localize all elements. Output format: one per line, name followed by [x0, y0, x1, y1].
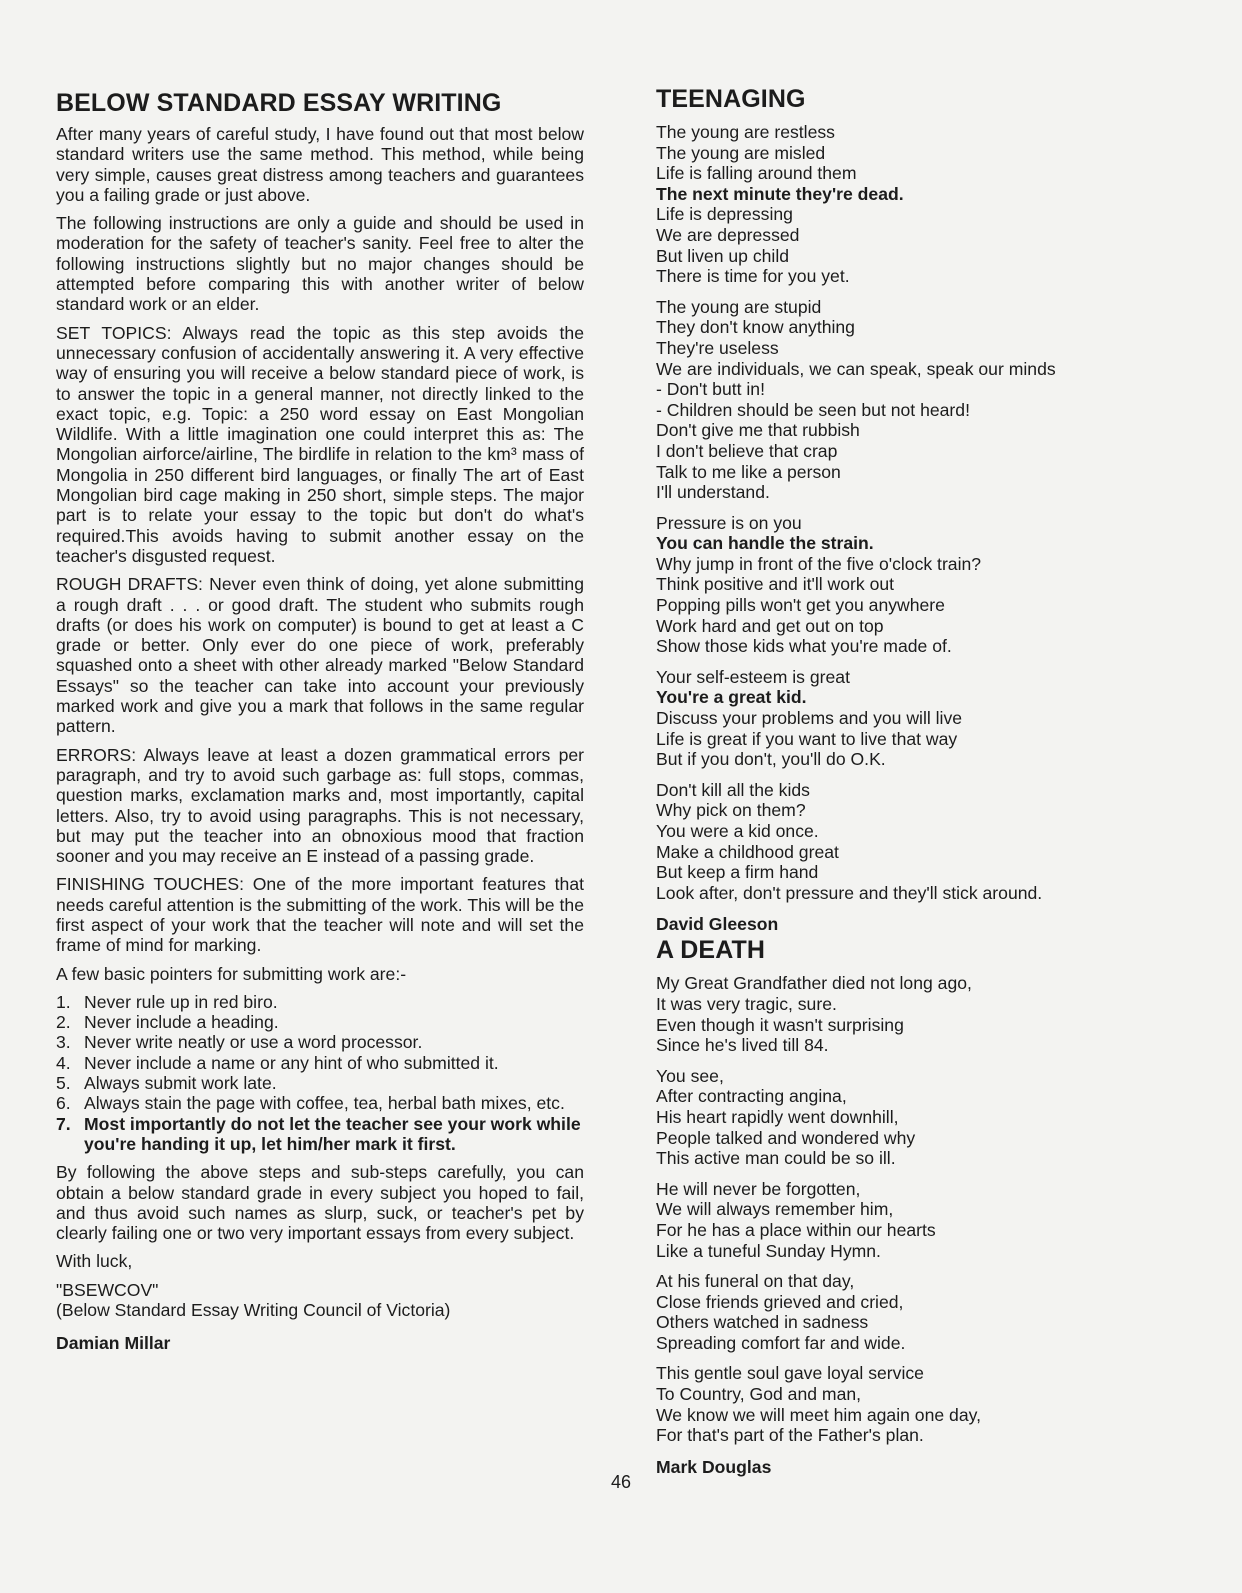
poem-line: Life is great if you want to live that way — [656, 728, 958, 749]
poem-line: They're useless — [656, 337, 779, 358]
pointer-list — [56, 992, 584, 1154]
org-full-name: (Below Standard Essay Writing Council of Victoria) — [56, 1300, 451, 1321]
poem-line: But liven up child — [656, 245, 790, 266]
poem-line: You see, — [656, 1065, 724, 1086]
poem-line: The young are restless — [656, 122, 835, 142]
essay-paragraph: ROUGH DRAFTS: Never even think of doing, yet alone submitting a rough draft . . . or good draft. The student who submits rough drafts (or does his work on computer) is bound to get at least a C grade or better. Only ever do one piece of work, preferably squashed onto a sheet with other already marked "Below Standard Essays" so the teacher can take into account your previously marked work and give you a mark that follows in the same regular pattern. — [56, 574, 584, 737]
poem-stanza — [656, 513, 1204, 657]
poem-line: For that's part of the Father's plan. — [656, 1425, 924, 1446]
essay-paragraph: FINISHING TOUCHES: One of the more important features that needs careful attention is the submitting of the work. This will be the first aspect of your work that the teacher will note and will set the frame of mind for marking. — [56, 874, 584, 956]
poem-line: - Don't butt in! — [656, 379, 765, 400]
list-text: Never include a name or any hint of who submitted it. — [84, 1052, 499, 1073]
essay-paragraph: The following instructions are only a guide and should be used in moderation for the safety of teacher's sanity. Feel free to alter the following instructions slightly but no major changes should be attempted before comparing this with another writer of below standard work or an elder. — [56, 213, 584, 315]
poem-author: Mark Douglas — [656, 1456, 772, 1477]
poem-stanza — [656, 667, 1204, 770]
poem-stanza — [656, 1066, 1204, 1169]
list-text: Most importantly do not let the teacher see your work while you're handing it up, let him/her mark it first. — [84, 1113, 581, 1154]
poem-line: You were a kid once. — [656, 821, 819, 841]
poem-line: The young are misled — [656, 142, 826, 163]
essay-closing: By following the above steps and sub-steps carefully, you can obtain a below standard grade in every subject you hoped to fail, and thus avoid such names as slurp, suck, or teacher's pet by clearly failing one or two very important essays from every subject. — [56, 1162, 584, 1244]
poem-line: Think positive and it'll work out — [656, 574, 895, 595]
list-number: 2. — [56, 1012, 71, 1033]
poem-line: Work hard and get out on top — [656, 615, 884, 636]
poem-line: There is time for you yet. — [656, 266, 850, 287]
poem-line: But keep a firm hand — [656, 862, 819, 883]
poem-line: But if you don't, you'll do O.K. — [656, 749, 886, 770]
poem-line: Make a childhood great — [656, 841, 839, 862]
page-number: 46 — [610, 1472, 632, 1492]
list-number: 5. — [56, 1073, 71, 1094]
poem-line: We will always remember him, — [656, 1199, 894, 1220]
poem-line: Life is falling around them — [656, 163, 857, 184]
poem-line: I'll understand. — [656, 482, 770, 503]
poem-line: Don't kill all the kids — [656, 779, 810, 800]
list-item — [56, 1114, 584, 1155]
list-number: 7. — [56, 1113, 71, 1134]
list-item — [56, 1053, 584, 1073]
essay-column — [56, 88, 584, 1354]
poem-line: Even though it wasn't surprising — [656, 1014, 904, 1035]
poem-line: The next minute they're dead. — [656, 183, 904, 204]
poem-line: I don't believe that crap — [656, 440, 838, 461]
poem-line: Show those kids what you're made of. — [656, 636, 952, 657]
poem-line: For he has a place within our hearts — [656, 1219, 936, 1240]
list-item — [56, 1032, 584, 1052]
poem-line: My Great Grandfather died not long ago, — [656, 973, 972, 994]
list-text: Never rule up in red biro. — [84, 991, 278, 1012]
poem-line: Your self-esteem is great — [656, 666, 850, 687]
poem-stanza — [656, 297, 1204, 503]
list-text: Never write neatly or use a word processor. — [84, 1032, 423, 1053]
list-item — [56, 992, 584, 1012]
poem-author: David Gleeson — [656, 914, 779, 935]
poem-line: Why pick on them? — [656, 800, 806, 821]
list-text: Never include a heading. — [84, 1012, 279, 1033]
list-number: 3. — [56, 1032, 71, 1053]
essay-paragraph: ERRORS: Always leave at least a dozen grammatical errors per paragraph, and try to avoid such garbage as: full stops, commas, question marks, exclamation marks and, most importantly, capital letters. Also, try to avoid using paragraphs. This is not necessary, but may put the teacher into an obnoxious mood that fraction sooner and you may receive an E instead of a passing grade. — [56, 744, 584, 867]
poem-line: Look after, don't pressure and they'll stick around. — [656, 882, 1043, 903]
poem-line: Pressure is on you — [656, 512, 802, 533]
poem-line: The young are stupid — [656, 296, 822, 317]
poem-stanza — [656, 1271, 1204, 1353]
poem-line: Why jump in front of the five o'clock train? — [656, 553, 982, 574]
essay-title: BELOW STANDARD ESSAY WRITING — [56, 89, 502, 117]
poem-stanza — [656, 1363, 1204, 1445]
poem-line: This active man could be so ill. — [656, 1148, 896, 1169]
list-text: Always submit work late. — [84, 1073, 277, 1094]
poem-line: He will never be forgotten, — [656, 1178, 861, 1199]
poem-line: You can handle the strain. — [656, 533, 874, 554]
poem-title: TEENAGING — [656, 85, 806, 113]
poem-line: Discuss your problems and you will live — [656, 708, 963, 729]
essay-paragraph: SET TOPICS: Always read the topic as this step avoids the unnecessary confusion of accidentally answering it. A very effective way of ensuring you will receive a below standard piece of work, is to answer the topic in a general manner, not directly linked to the exact topic, e.g. Topic: a 250 word essay on East Mongolian Wildlife. With a little imagination one could interpret this as: The Mongolian airforce/airline, The birdlife in relation to the km³ mass of Mongolia in 250 different bird languages, or finally The art of East Mongolian bird cage making in 250 short, simple steps. The major part is to relate your essay to the topic but don't do what's required.This avoids having to submit another essay on the teacher's disgusted request. — [56, 322, 584, 566]
poem-line: After contracting angina, — [656, 1086, 847, 1107]
poem-line: Popping pills won't get you anywhere — [656, 595, 945, 616]
poem-line: It was very tragic, sure. — [656, 993, 837, 1014]
poem-line: Like a tuneful Sunday Hymn. — [656, 1240, 881, 1261]
poem-line: Talk to me like a person — [656, 461, 841, 482]
poem-line: Life is depressing — [656, 204, 793, 225]
poem-line: We are individuals, we can speak, speak our minds — [656, 358, 1056, 379]
essay-paragraph: After many years of careful study, I have found out that most below standard writers use the same method. This method, while being very simple, causes great distress among teachers and guarantees you a failing grade or just above. — [56, 124, 584, 205]
poem-line: We are depressed — [656, 224, 800, 245]
list-item — [56, 1093, 584, 1113]
poems-column — [656, 84, 1204, 1478]
poem-line: We know we will meet him again one day, — [656, 1404, 981, 1425]
poem-line: This gentle soul gave loyal service — [656, 1363, 924, 1384]
org-short-name: "BSEWCOV" — [56, 1279, 159, 1300]
poem-line: At his funeral on that day, — [656, 1271, 855, 1292]
poem-line: To Country, God and man, — [656, 1384, 862, 1405]
list-item — [56, 1012, 584, 1032]
list-text: Always stain the page with coffee, tea, herbal bath mixes, etc. — [84, 1093, 565, 1114]
list-item — [56, 1073, 584, 1093]
poem-line: Others watched in sadness — [656, 1312, 869, 1333]
poem-line: - Children should be seen but not heard! — [656, 399, 970, 420]
poem-line: Close friends grieved and cried, — [656, 1291, 904, 1312]
list-number: 1. — [56, 991, 71, 1012]
poem-title: A DEATH — [656, 936, 766, 965]
poem-line: People talked and wondered why — [656, 1127, 916, 1148]
poem-stanza — [656, 122, 1204, 287]
poem-stanza — [656, 780, 1204, 904]
poem-line: They don't know anything — [656, 317, 855, 338]
poem-line: You're a great kid. — [656, 687, 807, 708]
poem-stanza — [656, 1179, 1204, 1261]
poem-line: His heart rapidly went downhill, — [656, 1106, 899, 1127]
list-intro: A few basic pointers for submitting work are:- — [56, 963, 407, 984]
sign-off: With luck, — [56, 1251, 133, 1272]
poem-line: Don't give me that rubbish — [656, 420, 860, 441]
list-number: 4. — [56, 1052, 71, 1073]
poem-line: Since he's lived till 84. — [656, 1035, 829, 1056]
list-number: 6. — [56, 1093, 71, 1114]
poem-stanza — [656, 973, 1204, 1055]
poem-line: Spreading comfort far and wide. — [656, 1332, 906, 1353]
essay-author: Damian Millar — [56, 1333, 171, 1354]
